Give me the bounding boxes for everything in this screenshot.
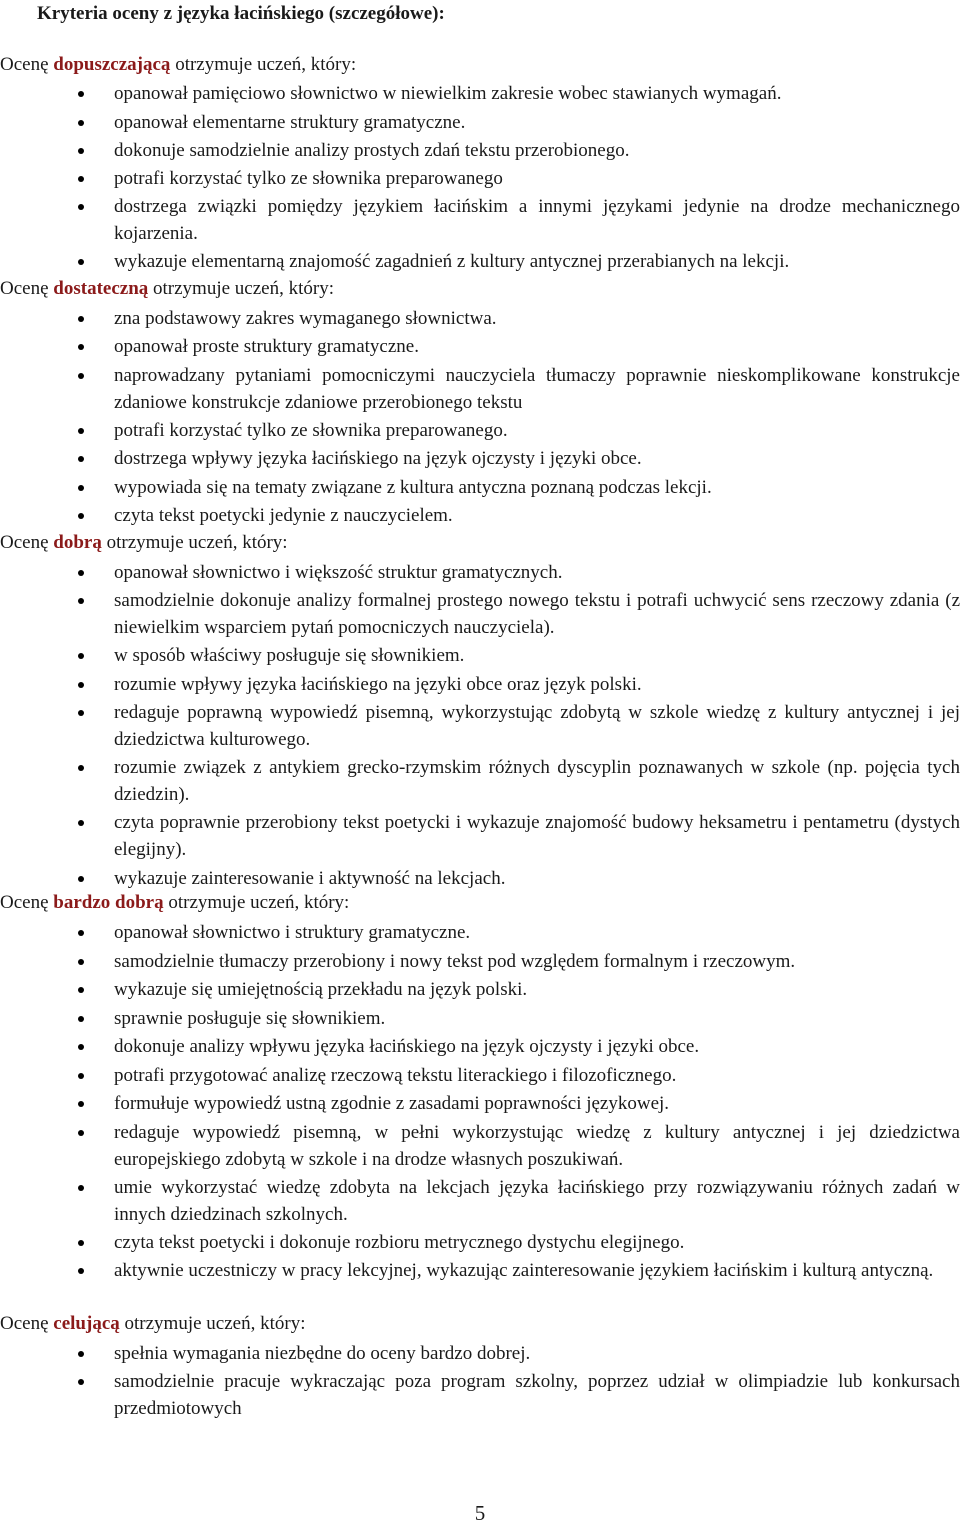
grade-heading-bardzo-dobra [0, 890, 349, 916]
bullet-icon [78, 344, 84, 350]
list-item: zna podstawowy zakres wymaganego słownictwa. [114, 308, 497, 329]
heading-prefix: Ocenę [0, 54, 54, 75]
bullet-icon [78, 456, 84, 462]
bullet-icon [78, 1351, 84, 1357]
bullet-icon [78, 1130, 84, 1136]
list-item: dokonuje analizy wpływu języka łacińskiego na język ojczysty i języki obce. [114, 1036, 700, 1057]
grade-heading-dostateczna [0, 276, 334, 302]
bullet-icon [78, 959, 84, 965]
bullet-icon [78, 120, 84, 126]
heading-suffix: otrzymuje uczeń, który: [119, 1313, 306, 1334]
bullet-icon [78, 1016, 84, 1022]
list-item: sprawnie posługuje się słownikiem. [114, 1008, 386, 1029]
bullet-icon [78, 710, 84, 716]
heading-suffix: otrzymuje uczeń, który: [163, 892, 350, 913]
list-item: wykazuje elementarną znajomość zagadnień z kultury antycznej przerabianych na lekcji. [114, 251, 790, 272]
list-item: rozumie związek z antykiem grecko-rzymskim różnych dyscyplin poznawanych w szkole (np. pojęcia tych dziedzin). [114, 757, 960, 805]
list-item: samodzielnie dokonuje analizy formalnej prostego nowego tekstu i potrafi uchwycić sens rzeczowy zdania (z niewielkim wsparciem pytań pomocniczych nauczyciela). [114, 590, 960, 638]
list-item: dostrzega związki pomiędzy językiem łacińskim a innymi językami jedynie na drodze mechanicznego kojarzenia. [114, 196, 960, 244]
list-item: wykazuje zainteresowanie i aktywność na lekcjach. [114, 868, 506, 889]
heading-prefix: Ocenę [0, 892, 54, 913]
list-item: czyta poprawnie przerobiony tekst poetycki i wykazuje znajomość budowy heksametru i pentametru (dystych elegijny). [114, 812, 960, 860]
heading-prefix: Ocenę [0, 532, 54, 553]
grade-name: celującą [53, 1313, 120, 1334]
list-item: czyta tekst poetycki jedynie z nauczycielem. [114, 505, 453, 526]
list-item: samodzielnie pracuje wykraczając poza program szkolny, poprzez udział w olimpiadzie lub konkursach przedmiotowych [114, 1371, 960, 1419]
bullet-icon [78, 148, 84, 154]
bullet-icon [78, 1268, 84, 1274]
bullet-icon [78, 876, 84, 882]
list-item: spełnia wymagania niezbędne do oceny bardzo dobrej. [114, 1343, 531, 1364]
bullet-icon [78, 820, 84, 826]
list-item: aktywnie uczestniczy w pracy lekcyjnej, wykazując zainteresowanie językiem łacińskim i kulturą antyczną. [114, 1260, 934, 1281]
bullet-icon [78, 930, 84, 936]
list-item: opanował słownictwo i struktury gramatyczne. [114, 922, 471, 943]
list-item: opanował proste struktury gramatyczne. [114, 336, 419, 357]
heading-prefix: Ocenę [0, 1313, 54, 1334]
bullet-icon [78, 987, 84, 993]
grade-name: bardzo dobrą [53, 892, 164, 913]
grade-name: dobrą [53, 532, 102, 553]
bullet-icon [78, 1240, 84, 1246]
bullet-icon [78, 204, 84, 210]
list-item: potrafi korzystać tylko ze słownika preparowanego [114, 168, 503, 189]
list-item: w sposób właściwy posługuje się słownikiem. [114, 645, 465, 666]
bullet-icon [78, 373, 84, 379]
bullet-icon [78, 259, 84, 265]
list-item: dostrzega wpływy języka łacińskiego na język ojczysty i języki obce. [114, 448, 642, 469]
grade-name: dopuszczającą [53, 54, 171, 75]
list-item: samodzielnie tłumaczy przerobiony i nowy tekst pod względem formalnym i rzeczowym. [114, 951, 796, 972]
list-item: wypowiada się na tematy związane z kultura antyczna poznaną podczas lekcji. [114, 477, 712, 498]
grade-heading-dopuszczajaca [0, 52, 356, 78]
bullet-icon [78, 176, 84, 182]
list-item: wykazuje się umiejętnością przekładu na język polski. [114, 979, 528, 1000]
bullet-icon [78, 1044, 84, 1050]
bullet-icon [78, 653, 84, 659]
bullet-icon [78, 91, 84, 97]
bullet-icon [78, 1073, 84, 1079]
list-item: rozumie wpływy języka łacińskiego na języki obce oraz język polski. [114, 674, 642, 695]
heading-suffix: otrzymuje uczeń, który: [148, 278, 334, 299]
list-item: naprowadzany pytaniami pomocniczymi nauczyciela tłumaczy poprawnie nieskomplikowane konstrukcje zdaniowe konstrukcje zdaniowe przerobionego tekstu [114, 365, 960, 413]
bullet-icon [78, 1101, 84, 1107]
list-item: opanował pamięciowo słownictwo w niewielkim zakresie wobec stawianych wymagań. [114, 83, 782, 104]
bullet-icon [78, 485, 84, 491]
grade-name: dostateczną [53, 278, 149, 299]
list-item: potrafi przygotować analizę rzeczową tekstu literackiego i filozoficznego. [114, 1065, 677, 1086]
document-title: Kryteria oceny z języka łacińskiego (szczegółowe): [37, 3, 445, 24]
list-item: czyta tekst poetycki i dokonuje rozbioru metrycznego dystychu elegijnego. [114, 1232, 685, 1253]
list-item: dokonuje samodzielnie analizy prostych zdań tekstu przerobionego. [114, 140, 630, 161]
bullet-icon [78, 1379, 84, 1385]
bullet-icon [78, 513, 84, 519]
list-item: formułuje wypowiedź ustną zgodnie z zasadami poprawności językowej. [114, 1093, 670, 1114]
list-item: opanował słownictwo i większość struktur gramatycznych. [114, 562, 563, 583]
list-item: umie wykorzystać wiedzę zdobyta na lekcjach języka łacińskiego przy rozwiązywaniu różnych zadań w innych dziedzinach szkolnych. [114, 1177, 960, 1225]
bullet-icon [78, 598, 84, 604]
heading-suffix: otrzymuje uczeń, który: [170, 54, 357, 75]
bullet-icon [78, 1185, 84, 1191]
bullet-icon [78, 682, 84, 688]
list-item: redaguje wypowiedź pisemną, w pełni wykorzystując wiedzę z kultury antycznej i jej dziedzictwa europejskiego zdobytą w szkole i na drodze własnych poszukiwań. [114, 1122, 960, 1170]
grade-heading-celujaca [0, 1311, 305, 1337]
list-item: potrafi korzystać tylko ze słownika preparowanego. [114, 420, 508, 441]
bullet-icon [78, 316, 84, 322]
page-number: 5 [474, 1501, 486, 1525]
grade-heading-dobra [0, 530, 288, 556]
bullet-icon [78, 765, 84, 771]
heading-suffix: otrzymuje uczeń, który: [101, 532, 288, 553]
bullet-icon [78, 570, 84, 576]
list-item: redaguje poprawną wypowiedź pisemną, wykorzystując zdobytą w szkole wiedzę z kultury antycznej i jej dziedzictwa kulturowego. [114, 702, 960, 750]
list-item: opanował elementarne struktury gramatyczne. [114, 112, 466, 133]
heading-prefix: Ocenę [0, 278, 54, 299]
bullet-icon [78, 428, 84, 434]
